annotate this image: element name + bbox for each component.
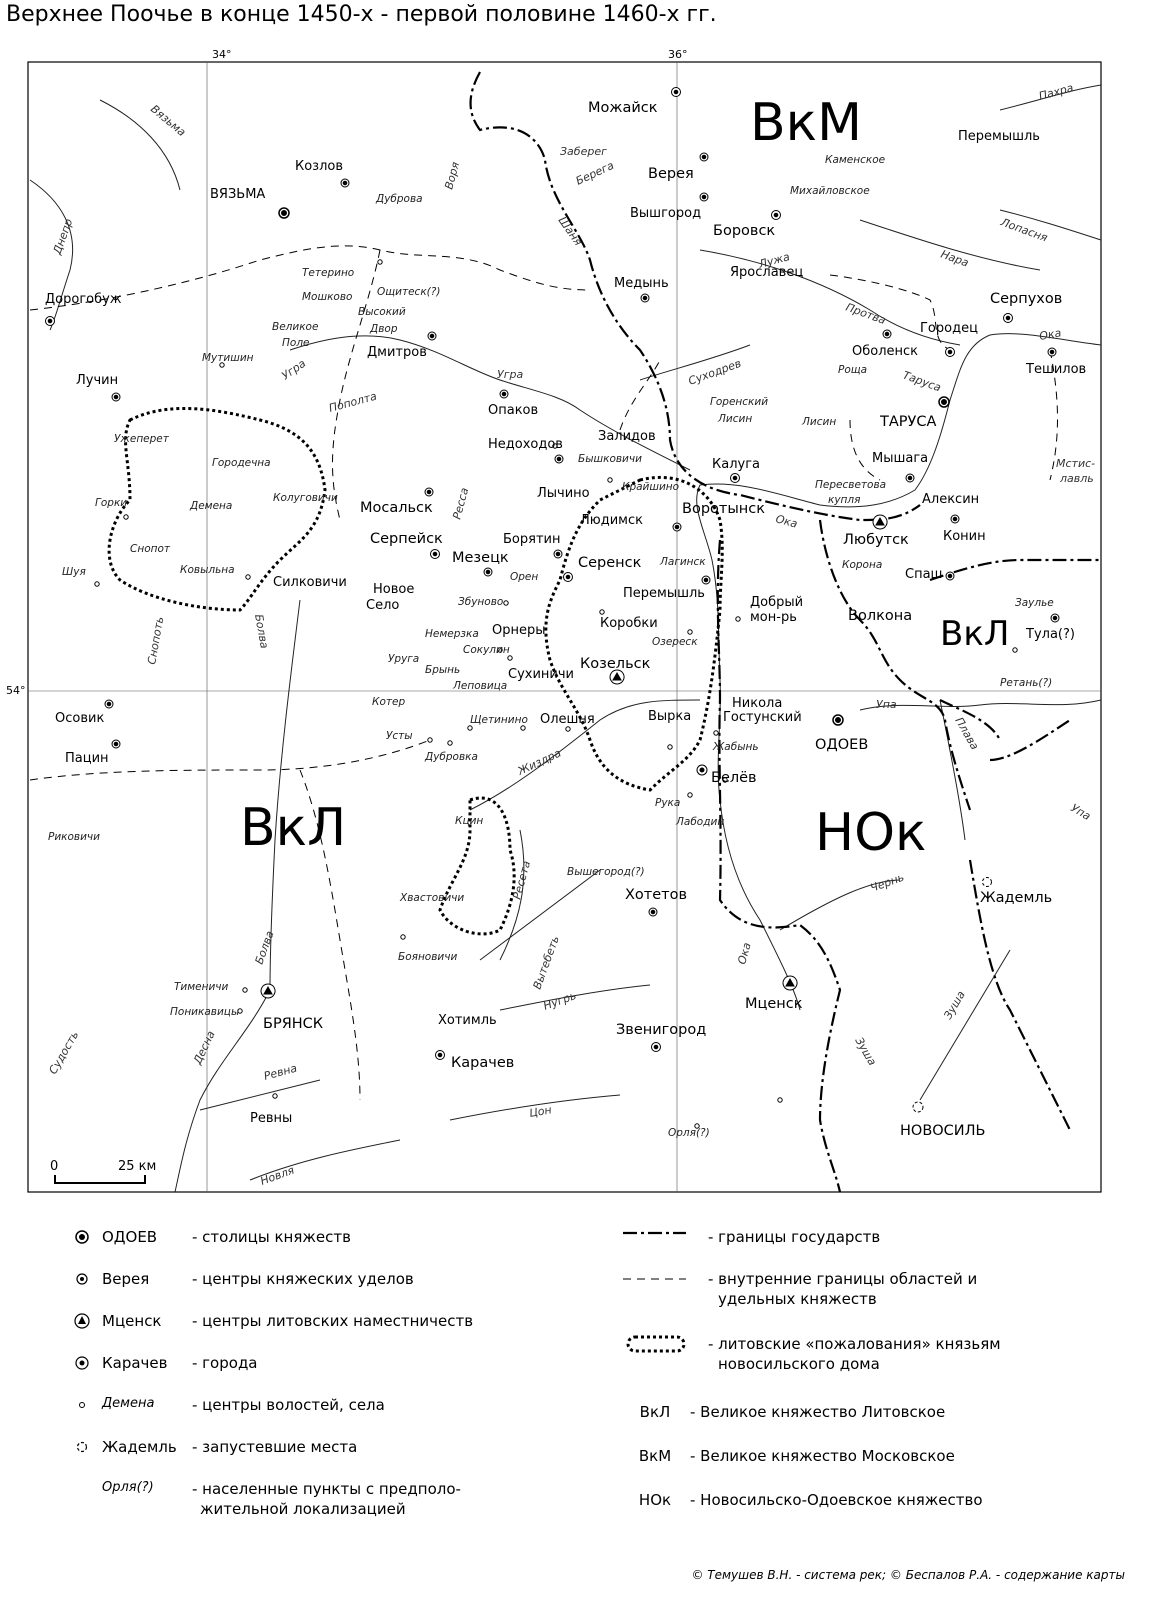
place-label: Колуговичи xyxy=(273,492,338,504)
place-label: Орнеры xyxy=(492,623,546,638)
place-label: Немерзка xyxy=(425,628,479,640)
deserted-place-icon xyxy=(913,1102,923,1112)
coord-36-label: 36° xyxy=(668,48,688,61)
place-label: Озереск xyxy=(652,636,698,648)
river-label: Заберег xyxy=(560,145,607,158)
river-label: Болва xyxy=(252,613,271,650)
place-label: Снопот xyxy=(130,543,171,555)
river-label: Ока xyxy=(1038,326,1063,343)
place-label: ОДОЕВ xyxy=(815,737,869,753)
place-label: Пересветова xyxy=(815,479,887,491)
place-label: Перемышль xyxy=(623,586,705,601)
river-label: Снопоть xyxy=(145,615,167,666)
legend-desc: - центры литовских наместничеств xyxy=(192,1312,474,1330)
river-oka xyxy=(697,334,1101,1010)
river-label: Судость xyxy=(46,1028,82,1077)
place-label: Мутишин xyxy=(202,352,254,364)
map-title: Верхнее Поочье в конце 1450-х - первой половине 1460-х гг. xyxy=(6,2,717,27)
place-label: Можайск xyxy=(588,100,658,116)
river-label: Нара xyxy=(938,247,971,270)
river-label: Десна xyxy=(190,1028,218,1067)
river-label: Ревна xyxy=(262,1061,299,1083)
place-label: Козлов xyxy=(295,159,344,174)
place-label: Мосальск xyxy=(360,500,433,516)
place-label: Серенск xyxy=(578,555,642,571)
place-label: Котер xyxy=(372,696,406,708)
legend-desc: - центры волостей, села xyxy=(192,1396,385,1414)
legend-name: ОДОЕВ xyxy=(102,1228,158,1246)
legend-symbols xyxy=(75,1231,686,1452)
place-label: Медынь xyxy=(614,276,669,291)
legend-abbr: ВкМ xyxy=(638,1447,672,1465)
place-label: Збуново xyxy=(458,596,504,608)
river-label: Ресса xyxy=(450,486,472,521)
place-label: Щетинино xyxy=(470,714,528,726)
place-label: Сокулин xyxy=(463,644,510,656)
legend-name: Демена xyxy=(102,1396,155,1411)
place-label: Горки xyxy=(95,497,128,509)
place-label: Силковичи xyxy=(273,575,347,590)
legend-name: Жадемль xyxy=(102,1438,177,1456)
legend-name: Мценск xyxy=(102,1312,162,1330)
place-label: Хвастовичи xyxy=(400,892,465,904)
place-label: Новое xyxy=(373,582,415,597)
place-label: Крайшино xyxy=(622,481,680,493)
place-label: мон-рь xyxy=(750,610,797,625)
river-label: Вязьма xyxy=(148,102,189,140)
place-label: Двор xyxy=(370,323,398,335)
place-label: Вышегород(?) xyxy=(567,866,645,878)
place-label: Серпейск xyxy=(370,531,443,547)
river-zusha xyxy=(920,950,1010,1100)
place-label: Конин xyxy=(943,529,986,544)
legend-desc: - центры княжеских уделов xyxy=(192,1270,414,1288)
place-label: ТАРУСА xyxy=(880,414,937,430)
legend-name: Карачев xyxy=(102,1354,168,1372)
place-label: НОВОСИЛЬ xyxy=(900,1123,986,1139)
place-label: Мошково xyxy=(302,291,353,303)
legend-desc-line2: новосильского дома xyxy=(718,1354,880,1373)
place-label: Недоходов xyxy=(488,437,563,452)
place-label: Высокий xyxy=(358,306,406,318)
place-label: Спаш xyxy=(905,567,943,582)
river-label: Пополта xyxy=(327,389,379,415)
river-label: Нугрь xyxy=(541,988,579,1013)
place-label: купля xyxy=(828,494,861,506)
legend-nok xyxy=(620,1491,983,1511)
credit-line: © Темушев В.Н. - система рек; © Беспалов Р.А. - содержание карты xyxy=(691,1568,1125,1582)
place-label: Карачев xyxy=(451,1055,515,1071)
place-label: Алексин xyxy=(922,492,980,507)
legend-desc: - запустевшие места xyxy=(192,1438,358,1456)
place-label: Перемышль xyxy=(958,129,1040,144)
place-label: Демена xyxy=(190,500,233,512)
place-label: Тименичи xyxy=(174,981,229,993)
place-label: Дуброва xyxy=(376,193,423,205)
place-label: Ковыльна xyxy=(180,564,235,576)
place-label: Ужеперет xyxy=(114,433,169,445)
coord-54-label: 54° xyxy=(6,684,26,697)
river-label: Суходрев xyxy=(686,356,743,388)
place-label: Ревны xyxy=(250,1111,293,1126)
legend-deserted xyxy=(60,1438,357,1458)
legend-towns xyxy=(60,1354,258,1374)
place-label: Вышгород xyxy=(630,206,702,221)
place-label: Жадемль xyxy=(980,890,1053,906)
place-label: Леповица xyxy=(453,680,508,692)
place-label: Бышковичи xyxy=(578,453,642,465)
place-label: Поникавицы xyxy=(170,1006,240,1018)
legend-desc xyxy=(708,1270,977,1309)
river-label: Новля xyxy=(258,1163,297,1188)
place-label: Каменское xyxy=(825,154,886,166)
place-label: Лагинск xyxy=(660,556,706,568)
place-label: Боровск xyxy=(713,223,776,239)
legend-desc xyxy=(708,1335,1001,1374)
river-label: лавль xyxy=(1060,472,1094,485)
legend-desc: - Новосильско-Одоевское княжество xyxy=(690,1491,983,1509)
place-label: Верея xyxy=(648,166,694,182)
scale-bar xyxy=(50,1159,156,1183)
legend-desc-line1: - внутренние границы областей и xyxy=(708,1270,978,1288)
river-label: Днепр xyxy=(50,217,76,257)
place-label: Мышага xyxy=(872,451,929,466)
place-label: Дубровка xyxy=(425,751,478,763)
river-labels xyxy=(46,81,1095,1188)
river-label: Вытебеть xyxy=(530,934,562,992)
legend-vkl xyxy=(620,1403,945,1423)
place-label: Волкона xyxy=(848,608,913,624)
river-label: Чернь xyxy=(868,870,906,895)
place-label: Лисин xyxy=(802,416,837,428)
place-label: Опаков xyxy=(488,403,539,418)
place-label: Брынь xyxy=(425,664,461,676)
legend-state-borders xyxy=(708,1228,880,1248)
place-label: Любутск xyxy=(843,532,909,548)
legend-name: Верея xyxy=(102,1270,150,1288)
coord-34-label: 34° xyxy=(212,48,232,61)
place-label: ВЯЗЬМА xyxy=(210,187,266,202)
river-label: Упа xyxy=(1068,801,1093,823)
legend-lithuanian-grants xyxy=(708,1335,1001,1374)
river-label: Ока xyxy=(735,941,754,966)
place-label: Тула(?) xyxy=(1026,627,1075,642)
legend-presumed xyxy=(60,1480,461,1519)
legend-abbr: ВкЛ xyxy=(639,1403,671,1421)
place-label: Рука xyxy=(655,797,681,809)
river-label: Мстис- xyxy=(1056,457,1096,470)
place-label: Осовик xyxy=(55,711,105,726)
place-label: Мценск xyxy=(745,996,803,1012)
legend-desc-line1: - литовские «пожалования» князьям xyxy=(708,1335,1001,1353)
place-label: Ретань(?) xyxy=(1000,677,1053,689)
place-label: Заулье xyxy=(1015,597,1054,609)
river-revna xyxy=(200,1080,320,1110)
region-vkl-small: ВкЛ xyxy=(940,614,1010,654)
river-label: Ресета xyxy=(510,859,534,901)
place-label: Калуга xyxy=(712,457,760,472)
river-label: Зуша xyxy=(852,1035,879,1068)
river-label: Плава xyxy=(952,715,982,753)
region-vkl: ВкЛ xyxy=(240,798,347,858)
legend-governorship xyxy=(60,1312,473,1332)
region-nok: НОк xyxy=(815,803,927,863)
place-label: Пацин xyxy=(65,751,109,766)
place-label: Село xyxy=(366,598,400,613)
river-label: Пахра xyxy=(1037,81,1075,103)
river-desna xyxy=(175,990,270,1192)
place-label: Коробки xyxy=(600,616,658,631)
river-label: Жиздра xyxy=(515,746,564,778)
place-label: Дмитров xyxy=(367,345,427,360)
river-label: Цон xyxy=(528,1103,553,1120)
legend-desc: - столицы княжеств xyxy=(192,1228,351,1246)
river-label: Лопасня xyxy=(998,215,1050,245)
place-label: Шуя xyxy=(62,566,86,578)
river-label: Зуша xyxy=(941,988,968,1022)
legend-villages xyxy=(60,1396,385,1416)
river-label: Упа xyxy=(876,698,897,711)
place-label: Гостунский xyxy=(723,710,802,725)
legend-desc-line2: удельных княжеств xyxy=(718,1289,877,1308)
place-label: Михайловское xyxy=(790,185,870,197)
place-label: Лабодин xyxy=(676,816,725,828)
legend-desc: - границы государств xyxy=(708,1228,881,1246)
place-label: Ярославец xyxy=(730,265,804,280)
place-label: Горенский xyxy=(710,396,769,408)
legend-desc: - Великое княжество Московское xyxy=(690,1447,955,1465)
place-label: Хотетов xyxy=(625,887,688,903)
place-label: Оболенск xyxy=(852,344,919,359)
river-label: Воря xyxy=(442,160,463,191)
deserted-place-icon xyxy=(983,878,992,887)
place-label: Орля(?) xyxy=(668,1127,710,1139)
place-label: Белёв xyxy=(711,770,757,786)
place-label: Добрый xyxy=(750,595,804,610)
river-label: Угра xyxy=(497,368,524,381)
place-label: Людимск xyxy=(580,513,643,528)
legend-abbr: НОк xyxy=(638,1491,672,1509)
legend-internal-borders xyxy=(708,1270,977,1309)
legend-name: Орля(?) xyxy=(102,1480,154,1495)
scale-zero: 0 xyxy=(50,1159,59,1174)
place-label: Воротынск xyxy=(682,501,765,517)
place-label: Ощитеск(?) xyxy=(377,286,441,298)
place-label: Лучин xyxy=(76,373,119,388)
place-label: Уруга xyxy=(388,653,420,665)
place-label: Жабынь xyxy=(713,741,759,753)
place-labels xyxy=(45,100,1086,1139)
place-label: Хотимль xyxy=(438,1013,497,1028)
place-label: Роща xyxy=(838,364,868,376)
legend-desc xyxy=(192,1480,461,1519)
place-label: Залидов xyxy=(598,429,656,444)
place-label: Звенигород xyxy=(616,1022,707,1038)
place-label: Усты xyxy=(386,730,413,742)
river-label: Лужа xyxy=(757,250,792,271)
region-vkm: ВкМ xyxy=(750,93,862,153)
river-label: Болва xyxy=(252,929,277,967)
place-label: Козельск xyxy=(580,656,651,672)
legend-desc: - Великое княжество Литовское xyxy=(690,1403,946,1421)
place-label: Тетерино xyxy=(302,267,355,279)
place-label: Поле xyxy=(282,337,310,349)
place-label: Кцин xyxy=(455,815,484,827)
place-label: Вырка xyxy=(648,709,692,724)
place-label: Мезецк xyxy=(452,550,509,566)
river-label: Угра xyxy=(279,356,309,383)
place-label: Серпухов xyxy=(990,291,1063,307)
legend-vkm xyxy=(620,1447,955,1467)
legend-desc: - города xyxy=(192,1354,258,1372)
place-label: Городец xyxy=(920,321,978,336)
place-label: Лычино xyxy=(537,486,590,501)
legend-appanage xyxy=(60,1270,414,1290)
legend-desc-line2: жительной локализацией xyxy=(200,1499,406,1518)
place-label: Олешня xyxy=(540,712,595,727)
place-label: Бояновичи xyxy=(398,951,458,963)
place-label: Тешилов xyxy=(1026,362,1087,377)
river-label: Таруса xyxy=(900,368,943,395)
place-label: Городечна xyxy=(212,457,271,469)
place-label: Сухиничи xyxy=(508,667,574,682)
place-label: Корона xyxy=(842,559,883,571)
legend-desc-line1: - населенные пункты с предполо- xyxy=(192,1480,461,1498)
river-vytebet xyxy=(480,870,600,960)
river-label: Берега xyxy=(573,158,617,188)
river-label: Протва xyxy=(843,300,888,328)
legend-capitals xyxy=(60,1228,351,1248)
place-label: Риковичи xyxy=(48,831,100,843)
place-label: Никола xyxy=(732,696,783,711)
place-label: Великое xyxy=(272,321,319,333)
place-label: Борятин xyxy=(503,532,561,547)
river-label: Шаня xyxy=(555,214,585,249)
river-label: Ока xyxy=(774,512,799,531)
place-label: Дорогобуж xyxy=(45,292,122,307)
river-bolva xyxy=(270,600,300,990)
place-label: Орен xyxy=(510,571,539,583)
place-label: БРЯНСК xyxy=(263,1016,324,1032)
place-label: Лисин xyxy=(718,413,753,425)
scale-km: 25 км xyxy=(118,1159,157,1174)
